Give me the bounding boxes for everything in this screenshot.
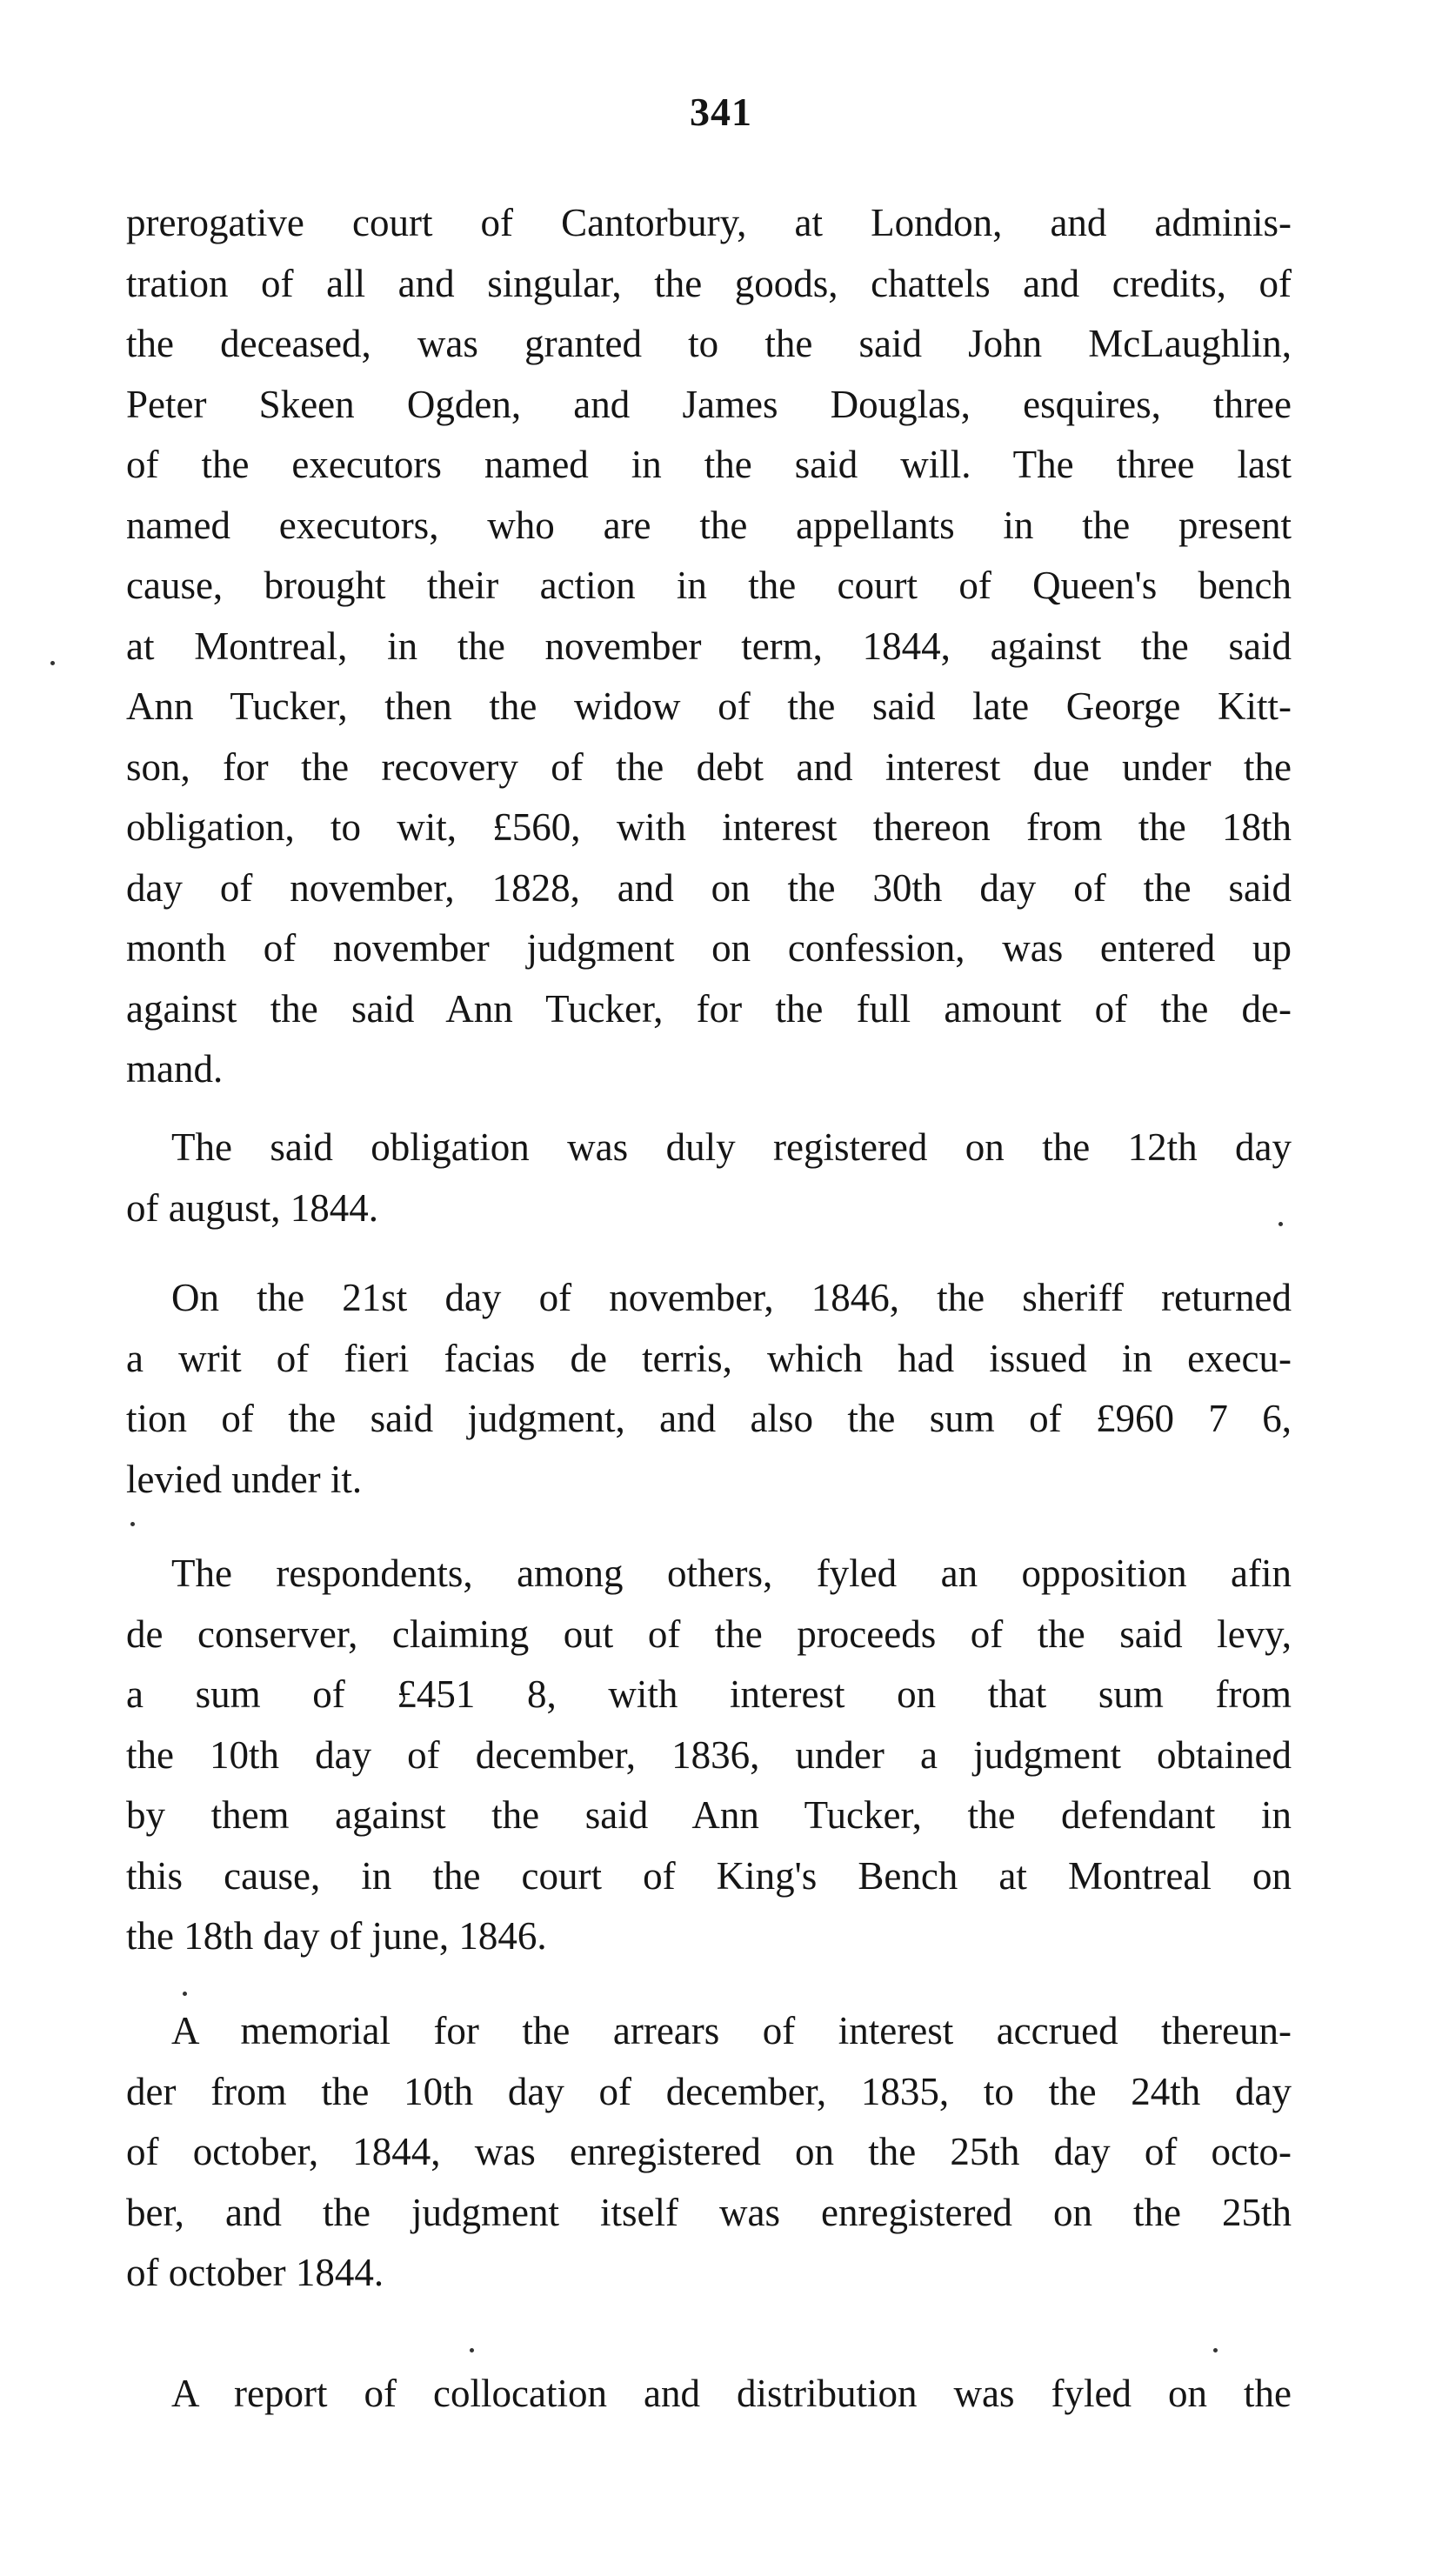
text-line: A memorial for the arrears of interest accrued thereun- xyxy=(171,2009,1292,2052)
text-line: of the executors named in the said will. The three last xyxy=(126,443,1292,486)
text-line: On the 21st day of november, 1846, the sheriff returned xyxy=(171,1276,1292,1319)
print-speck xyxy=(1213,2348,1218,2352)
paragraph-2 xyxy=(126,1118,1292,1238)
text-line: of august, 1844. xyxy=(126,1185,378,1230)
text-line: prerogative court of Cantorbury, at London, and adminis- xyxy=(126,201,1292,244)
text-line: tion of the said judgment, and also the sum of £960 7 6, xyxy=(126,1397,1292,1440)
text-line: named executors, who are the appellants in the present xyxy=(126,503,1292,547)
paragraph-3 xyxy=(126,1268,1292,1510)
text-line: a sum of £451 8, with interest on that sum from xyxy=(126,1672,1292,1716)
text-line: by them against the said Ann Tucker, the defendant in xyxy=(126,1793,1292,1837)
text-line: mand. xyxy=(126,1047,224,1091)
text-line: A report of collocation and distribution was fyled on the xyxy=(171,2372,1292,2415)
text-line: de conserver, claiming out of the proceeds of the said levy, xyxy=(126,1612,1292,1656)
text-line: of october, 1844, was enregistered on the 25th day of octo- xyxy=(126,2130,1292,2173)
text-line: Peter Skeen Ogden, and James Douglas, esquires, three xyxy=(126,382,1292,426)
text-line: cause, brought their action in the court of Queen's bench xyxy=(126,564,1292,607)
text-line: day of november, 1828, and on the 30th day of the said xyxy=(126,865,1292,910)
text-line: a writ of fieri facias de terris, which had issued in execu- xyxy=(126,1336,1292,1380)
text-line: levied under it. xyxy=(126,1457,363,1501)
text-line: the deceased, was granted to the said John McLaughlin, xyxy=(126,322,1292,365)
text-line: der from the 10th day of december, 1835, to the 24th day xyxy=(126,2069,1292,2113)
paragraph-1 xyxy=(126,193,1292,1100)
print-speck xyxy=(1278,1222,1283,1226)
paragraph-5 xyxy=(126,2001,1292,2304)
print-speck xyxy=(470,2348,474,2352)
text-line: at Montreal, in the november term, 1844, against the said xyxy=(126,624,1292,668)
text-line: son, for the recovery of the debt and interest due under the xyxy=(126,744,1292,789)
text-line: tration of all and singular, the goods, chattels and credits, of xyxy=(126,261,1292,305)
text-line: obligation, to wit, £560, with interest thereon from the 18th xyxy=(126,805,1292,849)
text-line: month of november judgment on confession, was entered up xyxy=(126,926,1292,970)
text-line: Ann Tucker, then the widow of the said late George Kitt- xyxy=(126,684,1292,728)
text-line: of october 1844. xyxy=(126,2251,384,2294)
text-line: against the said Ann Tucker, for the full amount of the de- xyxy=(126,986,1292,1031)
text-line: the 18th day of june, 1846. xyxy=(126,1914,547,1958)
print-speck xyxy=(183,1992,187,1996)
text-line: ber, and the judgment itself was enregistered on the 25th xyxy=(126,2190,1292,2234)
text-line: The said obligation was duly registered on the 12th day xyxy=(171,1125,1292,1169)
paragraph-4 xyxy=(126,1544,1292,1967)
print-speck xyxy=(50,661,55,665)
text-line: the 10th day of december, 1836, under a judgment obtained xyxy=(126,1732,1292,1777)
text-line: this cause, in the court of King's Bench at Montreal on xyxy=(126,1853,1292,1898)
page-number: 341 xyxy=(690,90,752,134)
print-speck xyxy=(130,1522,135,1526)
paragraph-6 xyxy=(126,2364,1292,2425)
text-line: The respondents, among others, fyled an opposition afin xyxy=(171,1552,1292,1595)
